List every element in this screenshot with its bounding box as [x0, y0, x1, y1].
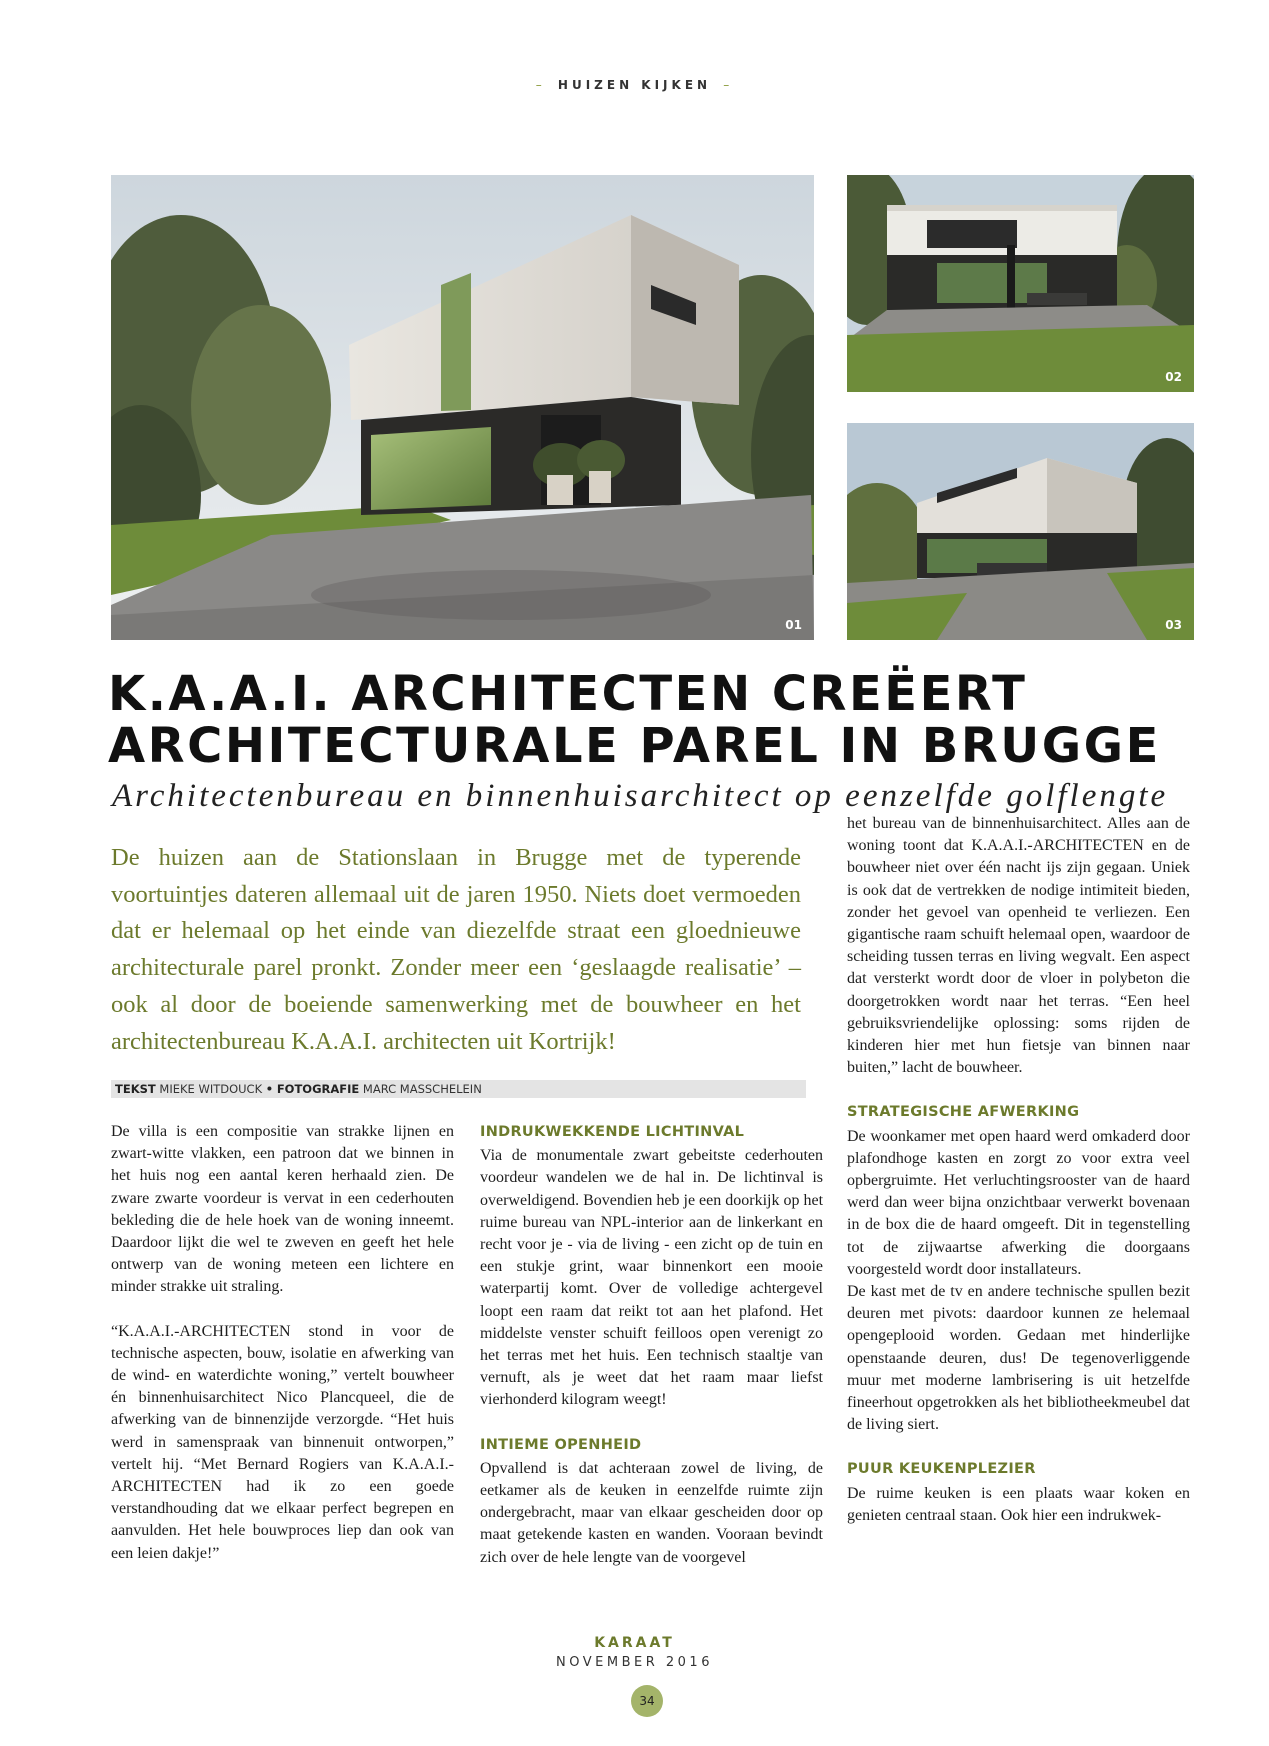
body-paragraph: De villa is een compositie van strakke lijnen en zwart-witte vlakken, een patroon dat we binnen in het huis nog een aantal keren herhaald zien. De zware zwarte voordeur is vervat in een cederhouten bekleding die de hele hoek van de woning inneemt. Daardoor lijkt die wel te zweven en geeft het hele ontwerp van de woning meteen een lichtere en minder strakke uit straling.	[111, 1123, 454, 1296]
subheading-openheid: INTIEME OPENHEID	[480, 1436, 642, 1453]
article-subtitle: Architectenbureau en binnenhuisarchitect op eenzelfde golflengte	[112, 778, 1169, 814]
credit-separator: •	[265, 1082, 274, 1096]
dash-left: –	[535, 78, 546, 92]
credit-text-label: TEKST	[115, 1082, 156, 1096]
subheading-keukenplezier: PUUR KEUKENPLEZIER	[847, 1461, 1036, 1478]
page-number-badge: 34	[631, 1685, 663, 1717]
dash-right: –	[723, 78, 734, 92]
section-label	[0, 78, 1269, 92]
villa-terrace-image	[847, 423, 1194, 640]
body-paragraph: De kast met de tv en andere technische spullen bezit deuren met pivots: daardoor kunnen ze helemaal opengeplooid worden. Gedaan met hinderlijke openstaande deuren, dus! De tegenoverliggende muur met moderne lambrisering is uit hetzelfde fineerhout opgetrokken als het bibliotheekmeubel dat de living siert.	[847, 1283, 1190, 1434]
section-title: HUIZEN KIJKEN	[557, 78, 712, 92]
body-column-2	[480, 1121, 823, 1569]
body-paragraph: het bureau van de binnenhuisarchitect. Alles aan de woning toont dat K.A.A.I.-ARCHITECTEN en de bouwheer niet over één nacht ijs zijn gegaan. Uniek is ook dat de vertrekken de nodige intimiteit bieden, zonder het gevoel van openheid te verliezen. Een gigantische raam schuift helemaal open, waardoor de scheiding tussen terras en living wegvalt. Een aspect dat versterkt wordt door de vloer in polybeton die doorgetrokken wordt naar het terras. “Een heel gebruiksvriendelijke oplossing: soms rijden de kinderen hier met hun fietsje van binnen naar buiten,” lacht de bouwheer.	[847, 815, 1190, 1077]
article-credits	[111, 1080, 806, 1098]
credit-photographer: MARC MASSCHELEIN	[362, 1082, 482, 1096]
photo-number: 03	[1165, 618, 1182, 632]
headline-line-2: ARCHITECTURALE PAREL IN BRUGGE	[108, 718, 1161, 774]
villa-garden-image	[847, 175, 1194, 392]
photo-villa-front	[111, 175, 814, 640]
credit-author: MIEKE WITDOUCK	[159, 1082, 263, 1096]
body-column-3	[847, 813, 1190, 1527]
intro-text: De huizen aan de Stationslaan in Brugge met de typerende voortuintjes dateren allemaal uit de jaren 1950. Niets doet vermoeden dat er helemaal op het einde van diezelfde straat een gloednieuwe architecturale parel pronkt. Zonder meer een ‘geslaagde realisatie’ – ook al door de boeiende samenwerking met de bouwheer en het architectenbureau K.A.A.I. architecten uit Kortrijk!	[111, 844, 801, 1055]
photo-villa-garden	[847, 175, 1194, 392]
body-paragraph: “K.A.A.I.-ARCHITECTEN stond in voor de technische aspecten, bouw, isolatie en afwerking van de wind- en waterdichte woning,” vertelt bouwheer én binnenhuisarchitect Nico Plancqueel, die de afwerking van de binnenzijde verzorgde. “Het huis werd in samenspraak van binnenuit ontworpen,” vertelt hij. “Met Bernard Rogiers van K.A.A.I.-ARCHITECTEN had ik zo een goede verstandhouding dat we elkaar perfect begrepen en aanvulden. Het hele bouwproces liep dan ook van een leien dakje!”	[111, 1322, 454, 1562]
article-headline	[108, 668, 1208, 772]
issue-date: NOVEMBER 2016	[556, 1655, 713, 1670]
photo-number: 01	[785, 618, 802, 632]
body-paragraph: Opvallend is dat achteraan zowel de living, de eetkamer als de keuken in eenzelfde ruimte zijn ondergebracht, maar van elkaar gescheiden door op maat getekende kasten en wanden. Vooraan bevindt zich over de hele lengte van de voorgevel	[480, 1459, 823, 1566]
headline-line-1: K.A.A.I. ARCHITECTEN CREËERT	[108, 666, 1028, 722]
magazine-brand: KARAAT	[594, 1635, 675, 1651]
photo-villa-terrace	[847, 423, 1194, 640]
article-intro	[111, 840, 801, 1060]
body-column-1	[111, 1121, 454, 1565]
subheading-lichtinval: INDRUKWEKKENDE LICHTINVAL	[480, 1124, 745, 1140]
subheading-afwerking: STRATEGISCHE AFWERKING	[847, 1104, 1080, 1121]
villa-front-image	[111, 175, 814, 640]
credit-photo-label: FOTOGRAFIE	[276, 1082, 360, 1096]
body-paragraph: De woonkamer met open haard werd omkaderd door plafondhoge kasten en zorgt zo voor extra veel opbergruimte. Het verluchtingsrooster van de haard werd dan weer bijna onzichtbaar verwerkt bovenaan in de box die de haard omgeeft. Dit in tegenstelling tot de zijwaartse afwerking die doorgaans voorgesteld wordt door installateurs.	[847, 1127, 1190, 1278]
body-paragraph: Via de monumentale zwart gebeitste cederhouten voordeur wandelen we de hal in. De lichtinval is overweldigend. Bovendien heb je een doorkijk op het ruime bureau van NPL-interior aan de linkerkant en recht voor je - via de living - een zicht op de tuin en een stukje grint, waar binnenkort een mooie waterpartij komt. Over de volledige achtergevel loopt een raam dat reikt tot aan het plafond. Het middelste venster schuift feilloos open verenigt zo het terras met het huis. Een technisch staaltje van vernuft, als je weet dat het raam maar liefst vierhonderd kilogram weegt!	[480, 1147, 824, 1409]
photo-number: 02	[1165, 370, 1182, 384]
body-paragraph: De ruime keuken is een plaats waar koken en genieten centraal staan. Ook hier een indrukwek-	[847, 1484, 1190, 1524]
